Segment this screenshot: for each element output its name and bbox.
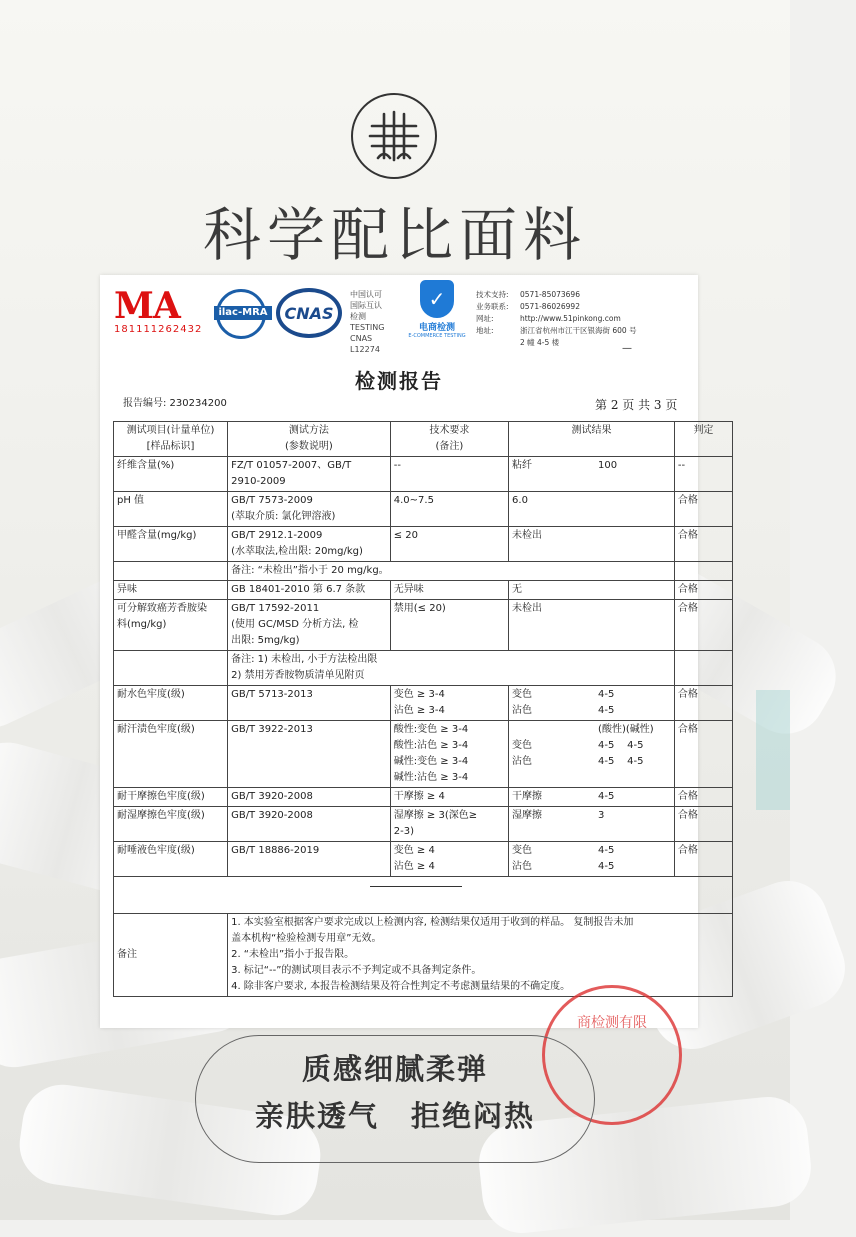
result-cell	[509, 492, 675, 527]
empty-cell	[674, 562, 732, 581]
contact-info: 技术支持: 0571-85073696 业务联系: 0571-86026992 网址: http://www.51pinkong.com 地址: 浙江省杭州市江干区银海街 600 号 2 幢 4-5 楼	[476, 290, 637, 347]
spacer-cell	[114, 877, 733, 914]
report-title: 检测报告	[355, 369, 443, 393]
result-value	[598, 493, 658, 509]
test-item-cell: pH 值	[114, 492, 228, 527]
requirement-cell: 变色 ≥ 4 沾色 ≥ 4	[390, 842, 508, 877]
test-item-cell: 异味	[114, 581, 228, 600]
requirement-cell: 无异味	[390, 581, 508, 600]
empty-cell	[674, 651, 732, 686]
table-header-row	[114, 422, 733, 457]
verdict-cell: 合格	[674, 686, 732, 721]
cnas-text: 中国认可 国际互认 检测 TESTING CNAS L12274	[350, 290, 385, 354]
result-cell	[509, 788, 675, 807]
result-value	[598, 601, 658, 617]
shield-check-icon: ✓	[420, 280, 454, 318]
verdict-cell: 合格	[674, 600, 732, 651]
inspection-stamp: 商检测有限	[542, 985, 682, 1125]
banner-line-1: 质感细腻柔弹	[301, 1052, 488, 1086]
test-method-cell: GB/T 17592-2011 (使用 GC/MSD 分析方法, 检 出限: 5mg/kg)	[228, 600, 391, 651]
result-value	[598, 582, 658, 598]
result-label: 无	[512, 584, 523, 595]
result-label: 6.0	[512, 495, 528, 506]
report-number: 报告编号: 230234200	[123, 398, 227, 409]
verdict-cell: 合格	[674, 807, 732, 842]
notes-content: 1. 本实验室根据客户要求完成以上检测内容, 检测结果仅适用于收到的样品。 复制报告未加 盖本机构“检验检测专用章”无效。 2. “未检出”指小于报告限。 3. 标记“--”的测试项目表示不予判定或不具备判定条件。 4. 除非客户要求, 本报告检测结果及符合性判定不考虑测量结果的不确定度。	[228, 914, 733, 997]
result-label: 变色 沾色	[512, 689, 533, 716]
test-method-cell: GB/T 18886-2019	[228, 842, 391, 877]
result-cell	[509, 600, 675, 651]
test-method-cell: GB 18401-2010 第 6.7 条款	[228, 581, 391, 600]
test-method-cell: GB/T 3920-2008	[228, 807, 391, 842]
column-header: 测试方法 (参数说明)	[228, 422, 391, 457]
result-label: 未检出	[512, 530, 543, 541]
result-value: (酸性)(碱性) 4-5 4-5 4-5 4-5	[598, 724, 654, 767]
requirement-cell: --	[390, 457, 508, 492]
ecommerce-testing-logo: ✓ 电商检测 E-COMMERCE TESTING	[404, 280, 470, 339]
test-method-cell: GB/T 5713-2013	[228, 686, 391, 721]
requirement-cell: ≤ 20	[390, 527, 508, 562]
result-cell	[509, 721, 675, 788]
result-cell	[509, 807, 675, 842]
test-method-cell: FZ/T 01057-2007、GB/T 2910-2009	[228, 457, 391, 492]
table-row	[114, 600, 733, 651]
verdict-cell: 合格	[674, 788, 732, 807]
row-note: 备注: 1) 未检出, 小于方法检出限 2) 禁用芳香胺物质清单见附页	[228, 651, 675, 686]
verdict-cell: --	[674, 457, 732, 492]
spacer-row	[114, 877, 733, 914]
verdict-cell: 合格	[674, 842, 732, 877]
column-header: 测试项目(计量单位) [样品标识]	[114, 422, 228, 457]
result-label: 变色 沾色	[512, 845, 533, 872]
result-cell	[509, 581, 675, 600]
cma-number: 181111262432	[114, 324, 203, 335]
table-row	[114, 492, 733, 527]
test-item-cell: 耐唾液色牢度(级)	[114, 842, 228, 877]
requirement-cell: 酸性:变色 ≥ 3-4 酸性:沾色 ≥ 3-4 碱性:变色 ≥ 3-4 碱性:沾色 ≥ 3-4	[390, 721, 508, 788]
table-row	[114, 527, 733, 562]
requirement-cell: 干摩擦 ≥ 4	[390, 788, 508, 807]
result-cell	[509, 457, 675, 492]
table-row	[114, 457, 733, 492]
test-method-cell: GB/T 7573-2009 (萃取介质: 氯化钾溶液)	[228, 492, 391, 527]
requirement-cell: 变色 ≥ 3-4 沾色 ≥ 3-4	[390, 686, 508, 721]
result-cell	[509, 842, 675, 877]
result-value	[598, 528, 658, 544]
test-item-cell: 耐湿摩擦色牢度(级)	[114, 807, 228, 842]
result-label: 未检出	[512, 603, 543, 614]
notes-row	[114, 914, 733, 997]
result-label: 粘纤	[512, 460, 533, 471]
column-header: 判定	[674, 422, 732, 457]
requirement-cell: 4.0~7.5	[390, 492, 508, 527]
requirement-cell: 湿摩擦 ≥ 3(深色≥ 2-3)	[390, 807, 508, 842]
result-value: 100	[598, 460, 618, 471]
result-label: 干摩擦	[512, 791, 543, 802]
verdict-cell: 合格	[674, 721, 732, 788]
empty-cell	[114, 651, 228, 686]
result-value: 4-5	[598, 791, 615, 802]
table-note-row	[114, 562, 733, 581]
result-value: 4-5 4-5	[598, 845, 615, 872]
notes-label: 备注	[114, 914, 228, 997]
test-item-cell: 可分解致癌芳香胺染 料(mg/kg)	[114, 600, 228, 651]
page-number: 第 2 页 共 3 页	[595, 398, 678, 412]
result-value: 3	[598, 810, 605, 821]
column-header: 技术要求 (备注)	[390, 422, 508, 457]
table-note-row	[114, 651, 733, 686]
banner-line-2: 亲肤透气 拒绝闷热	[254, 1099, 536, 1133]
test-method-cell: GB/T 2912.1-2009 (水萃取法,检出限: 20mg/kg)	[228, 527, 391, 562]
table-row	[114, 721, 733, 788]
table-row	[114, 581, 733, 600]
test-item-cell: 耐水色牢度(级)	[114, 686, 228, 721]
test-method-cell: GB/T 3922-2013	[228, 721, 391, 788]
test-report-document	[100, 275, 714, 1031]
verdict-cell: 合格	[674, 492, 732, 527]
result-label: 湿摩擦	[512, 810, 543, 821]
fabric-weave-icon	[351, 93, 437, 179]
test-method-cell: GB/T 3920-2008	[228, 788, 391, 807]
ilac-mra-logo: ilac-MRA	[216, 289, 270, 339]
result-cell	[509, 527, 675, 562]
empty-cell	[114, 562, 228, 581]
test-item-cell: 耐干摩擦色牢度(级)	[114, 788, 228, 807]
result-cell	[509, 686, 675, 721]
page-title: 科学配比面料	[202, 201, 587, 269]
test-results-table	[113, 421, 733, 997]
verdict-cell: 合格	[674, 527, 732, 562]
table-row	[114, 686, 733, 721]
test-item-cell: 耐汗渍色牢度(级)	[114, 721, 228, 788]
column-header: 测试结果	[509, 422, 675, 457]
table-row	[114, 807, 733, 842]
verdict-cell: 合格	[674, 581, 732, 600]
result-value: 4-5 4-5	[598, 689, 615, 716]
test-item-cell: 纤维含量(%)	[114, 457, 228, 492]
table-row	[114, 842, 733, 877]
cma-logo: MA 181111262432	[114, 288, 206, 335]
certification-logos: MA 181111262432 ilac-MRA CNAS 中国认可 国际互认 检测 TESTING CNAS L12274 ✓ 电商检测 E-COMMERCE TESTING 技术支持: 0571-85073696 业务联系: 0571-86026992 网址: http://www.51pinkong.com 地址: 浙江省杭州市江干区银海街 600 号 2 幢 4-5 楼 —	[100, 275, 698, 355]
row-note: 备注: “未检出”指小于 20 mg/kg。	[228, 562, 675, 581]
test-item-cell: 甲醛含量(mg/kg)	[114, 527, 228, 562]
cnas-logo: CNAS	[276, 288, 342, 338]
requirement-cell: 禁用(≤ 20)	[390, 600, 508, 651]
result-label: 变色 沾色	[512, 740, 533, 767]
table-row	[114, 788, 733, 807]
